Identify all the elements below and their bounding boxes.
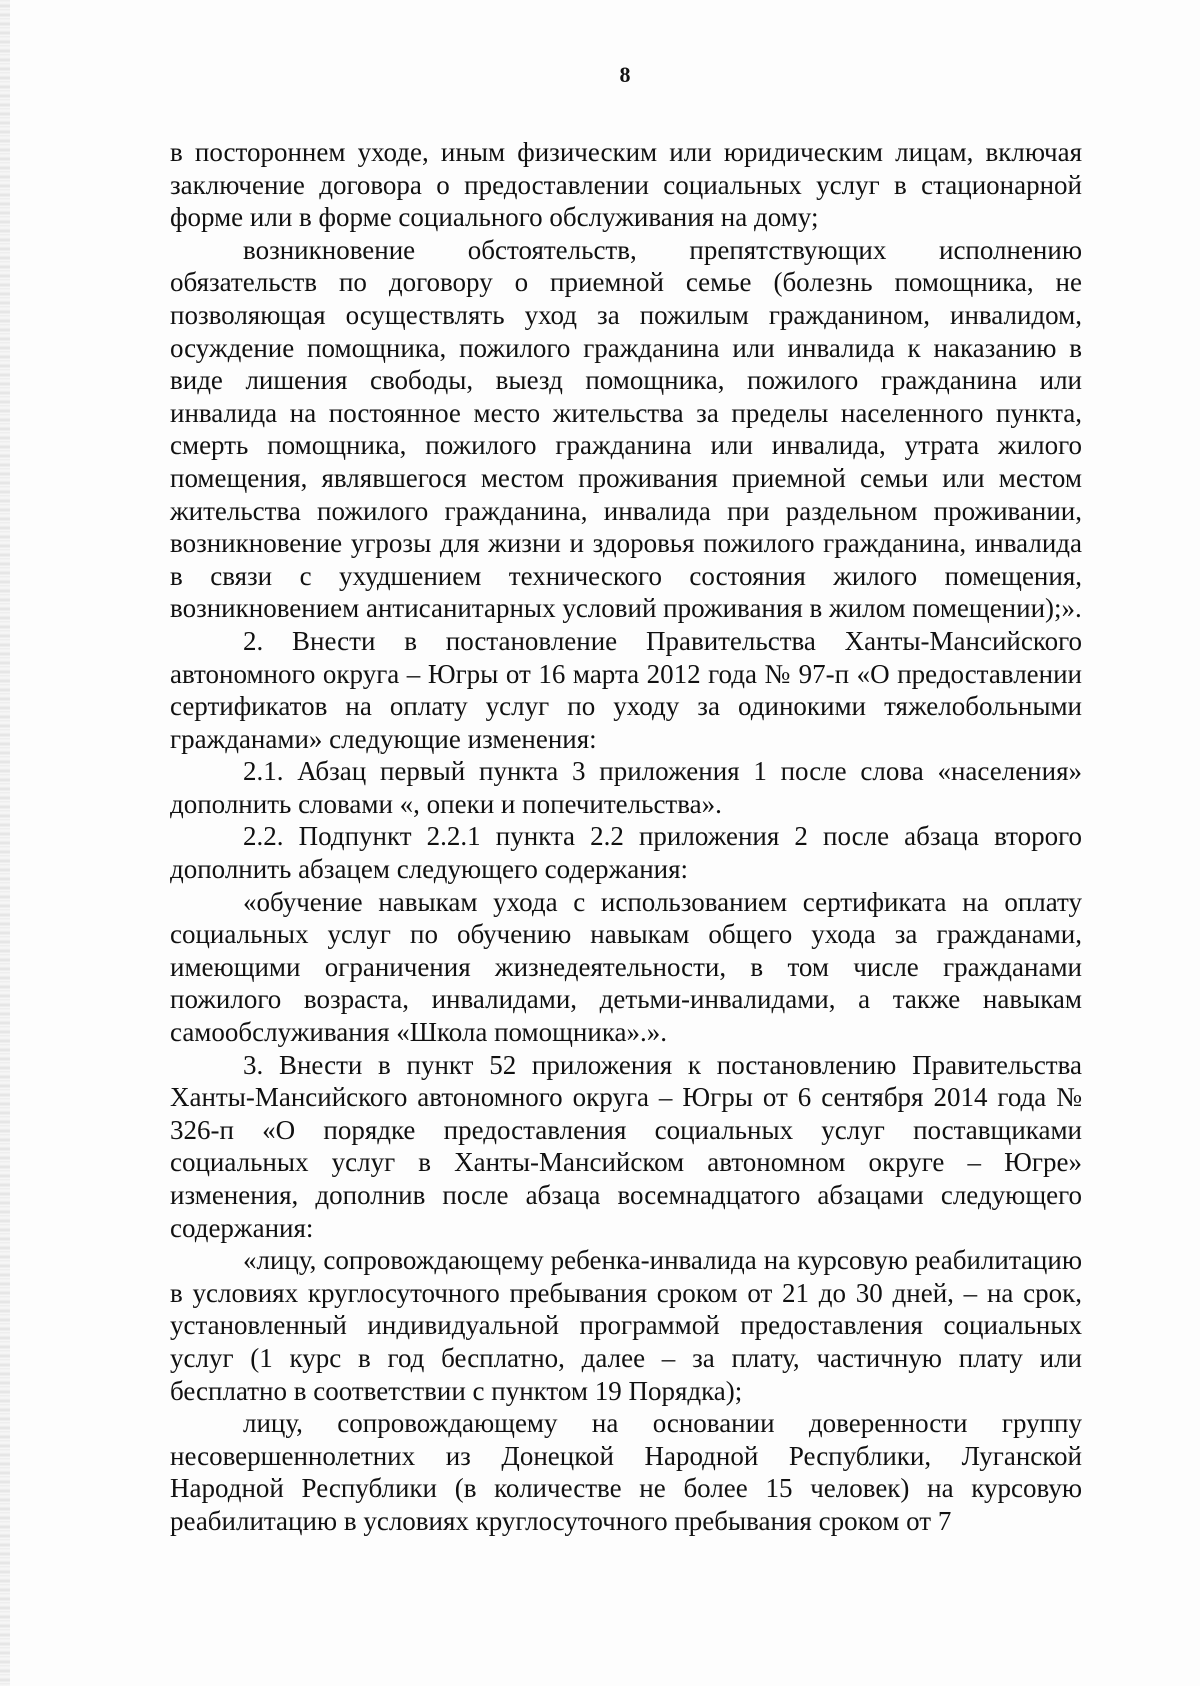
paragraph-quote: «лицу, сопровождающему ребенка-инвалида на курсовую реабилитацию в условиях круглосуточного пребывания сроком от 21 до 30 дней, – на срок, установленный индивидуальной программой предоставления социальных услуг (1 курс в год бесплатно, далее – за плату, частичную плату или бесплатно в соответствии с пунктом 19 Порядка); [170, 1245, 1082, 1406]
paragraph-continuation: в постороннем уходе, иным физическим или юридическим лицам, включая заключение договора о предоставлении социальных услуг в стационарной форме или в форме социального обслуживания на дому; [170, 137, 1082, 233]
paragraph: лицу, сопровождающему на основании доверенности группу несовершеннолетних из Донецкой Народной Республики, Луганской Народной Республики (в количестве не более 15 человек) на курсовую реабилитацию в условиях круглосуточного пребывания сроком от 7 [170, 1408, 1082, 1536]
document-body [170, 136, 1082, 1538]
paragraph-quote: «обучение навыкам ухода с использованием сертификата на оплату социальных услуг по обучению навыкам общего ухода за гражданами, имеющими ограничения жизнедеятельности, в том числе гражданами пожилого возраста, инвалидами, детьми-инвалидами, а также навыкам самообслуживания «Школа помощника».». [170, 886, 1082, 1048]
paragraph-section-2: 2. Внести в постановление Правительства Ханты-Мансийского автономного округа – Югры от 16 марта 2012 года № 97-п «О предоставлении сертификатов на оплату услуг по уходу за одинокими тяжелобольными гражданами» следующие изменения: [170, 625, 1082, 754]
paragraph-item-2-2: 2.2. Подпункт 2.2.1 пункта 2.2 приложения 2 после абзаца второго дополнить абзацем следующего содержания: [170, 821, 1082, 885]
page-number: 8 [619, 62, 631, 87]
paragraph-item-2-1: 2.1. Абзац первый пункта 3 приложения 1 после слова «населения» дополнить словами «, опеки и попечительства». [170, 756, 1082, 819]
paragraph: возникновение обстоятельств, препятствующих исполнению обязательств по договору о приемной семье (болезнь помощника, не позволяющая осуществлять уход за пожилым гражданином, инвалидом, осуждение помощника, пожилого гражданина или инвалида к наказанию в виде лишения свободы, выезд помощника, пожилого гражданина или инвалида на постоянное место жительства за пределы населенного пункта, смерть помощника, пожилого гражданина или инвалида, утрата жилого помещения, являвшегося местом проживания приемной семьи или местом жительства пожилого гражданина, инвалида при раздельном проживании, возникновение угрозы для жизни и здоровья пожилого гражданина, инвалида в связи с ухудшением технического состояния жилого помещения, возникновением антисанитарных условий проживания в жилом помещении);». [170, 234, 1082, 624]
paragraph-section-3: 3. Внести в пункт 52 приложения к постановлению Правительства Ханты-Мансийского автономного округа – Югры от 6 сентября 2014 года № 326-п «О порядке предоставления социальных услуг поставщиками социальных услуг в Ханты-Мансийском автономном округе – Югре» изменения, дополнив после абзаца восемнадцатого абзацами следующего содержания: [170, 1049, 1082, 1243]
scan-edge-shadow [0, 0, 10, 1686]
